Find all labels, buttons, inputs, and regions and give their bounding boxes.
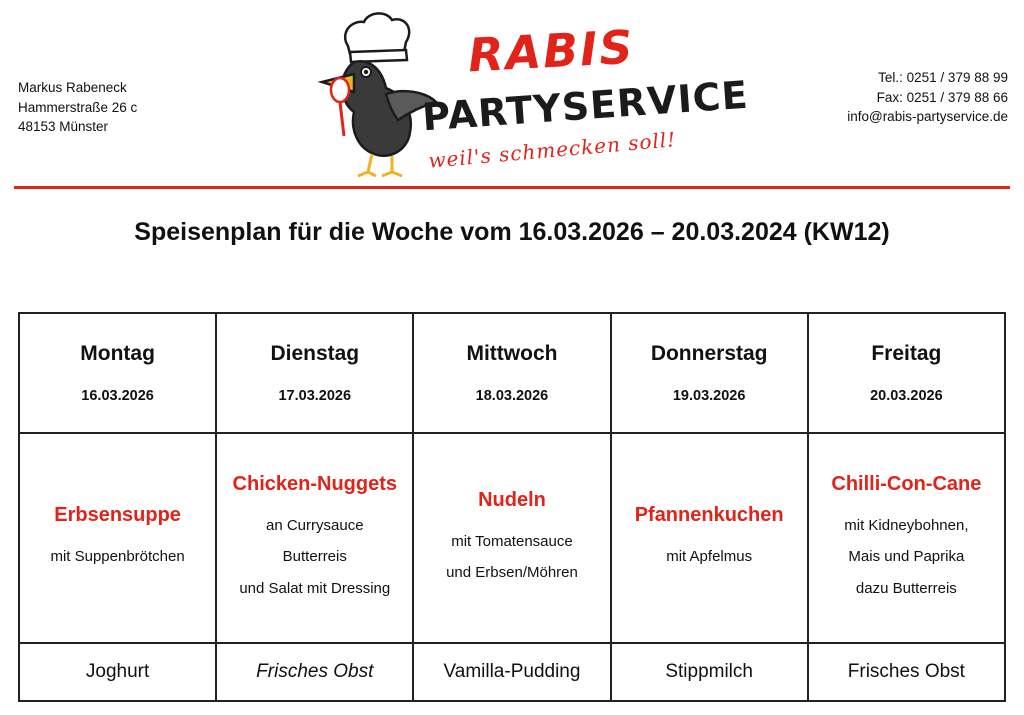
address-line-1: Markus Rabeneck <box>18 80 127 95</box>
day-date: 16.03.2026 <box>81 388 154 404</box>
address-line-2: Hammerstraße 26 c <box>18 99 138 115</box>
day-name: Donnerstag <box>650 342 768 365</box>
email-line: info@rabis-partyservice.de <box>847 109 1008 125</box>
meal-title: Chicken-Nuggets <box>232 472 398 495</box>
day-header-cell <box>19 313 216 433</box>
day-name: Mittwoch <box>466 342 558 365</box>
day-date: 18.03.2026 <box>475 388 549 404</box>
meal-title: Chilli-Con-Cane <box>831 472 982 495</box>
meal-cell <box>19 433 216 643</box>
meal-title: Erbsensuppe <box>54 504 181 527</box>
table-row-days <box>19 313 1005 433</box>
meal-title: Pfannenkuchen <box>634 504 784 527</box>
meal-cell <box>216 433 413 643</box>
meal-cell <box>611 433 808 643</box>
day-date: 19.03.2026 <box>672 388 746 404</box>
day-name: Montag <box>80 342 155 365</box>
weekly-menu-table <box>18 312 1006 702</box>
meal-detail: und Salat mit Dressing <box>239 579 391 597</box>
meal-cell <box>808 433 1005 643</box>
dessert-cell: Frisches Obst <box>216 643 413 701</box>
meal-detail: Butterreis <box>282 548 347 566</box>
logo-brand-text: RABIS <box>466 19 636 83</box>
meal-detail: dazu Butterreis <box>855 579 957 597</box>
page-title: Speisenplan für die Woche vom 16.03.2026 – 20.03.2024 (KW12) <box>134 218 890 246</box>
day-date: 20.03.2026 <box>870 388 943 404</box>
dessert-cell: Frisches Obst <box>808 643 1005 701</box>
logo-subtitle-text: PARTYSERVICE <box>420 72 750 140</box>
meal-detail: an Currysauce <box>266 516 364 534</box>
company-logo <box>300 6 750 181</box>
meal-detail: Mais und Paprika <box>848 548 965 566</box>
day-header-cell <box>413 313 610 433</box>
fax-line: Fax: 0251 / 379 88 66 <box>876 89 1008 105</box>
day-name: Freitag <box>871 342 942 365</box>
meal-cell <box>413 433 610 643</box>
address-line-3: 48153 Münster <box>18 119 109 135</box>
day-date: 17.03.2026 <box>278 388 352 404</box>
meal-title: Nudeln <box>478 488 546 511</box>
meal-detail: und Erbsen/Möhren <box>446 564 578 581</box>
dessert-cell: Joghurt <box>19 643 216 701</box>
dessert-cell: Vamilla-Pudding <box>413 643 610 701</box>
contact-details <box>847 68 1008 127</box>
sender-address <box>18 78 137 137</box>
table-row-desserts <box>19 643 1005 701</box>
day-header-cell <box>611 313 808 433</box>
header-divider <box>14 186 1010 189</box>
phone-line: Tel.: 0251 / 379 88 99 <box>878 70 1008 85</box>
day-name: Dienstag <box>270 342 360 365</box>
table-row-meals <box>19 433 1005 643</box>
day-header-cell <box>216 313 413 433</box>
meal-detail: mit Apfelmus <box>666 548 753 566</box>
day-header-cell <box>808 313 1005 433</box>
logo-slogan-text: weil's schmecken soll! <box>427 127 678 173</box>
meal-detail: mit Suppenbrötchen <box>50 548 185 566</box>
meal-detail: mit Kidneybohnen, <box>844 516 969 534</box>
meal-detail: mit Tomatensauce <box>451 532 573 550</box>
document-header <box>0 0 1024 185</box>
dessert-cell: Stippmilch <box>611 643 808 701</box>
